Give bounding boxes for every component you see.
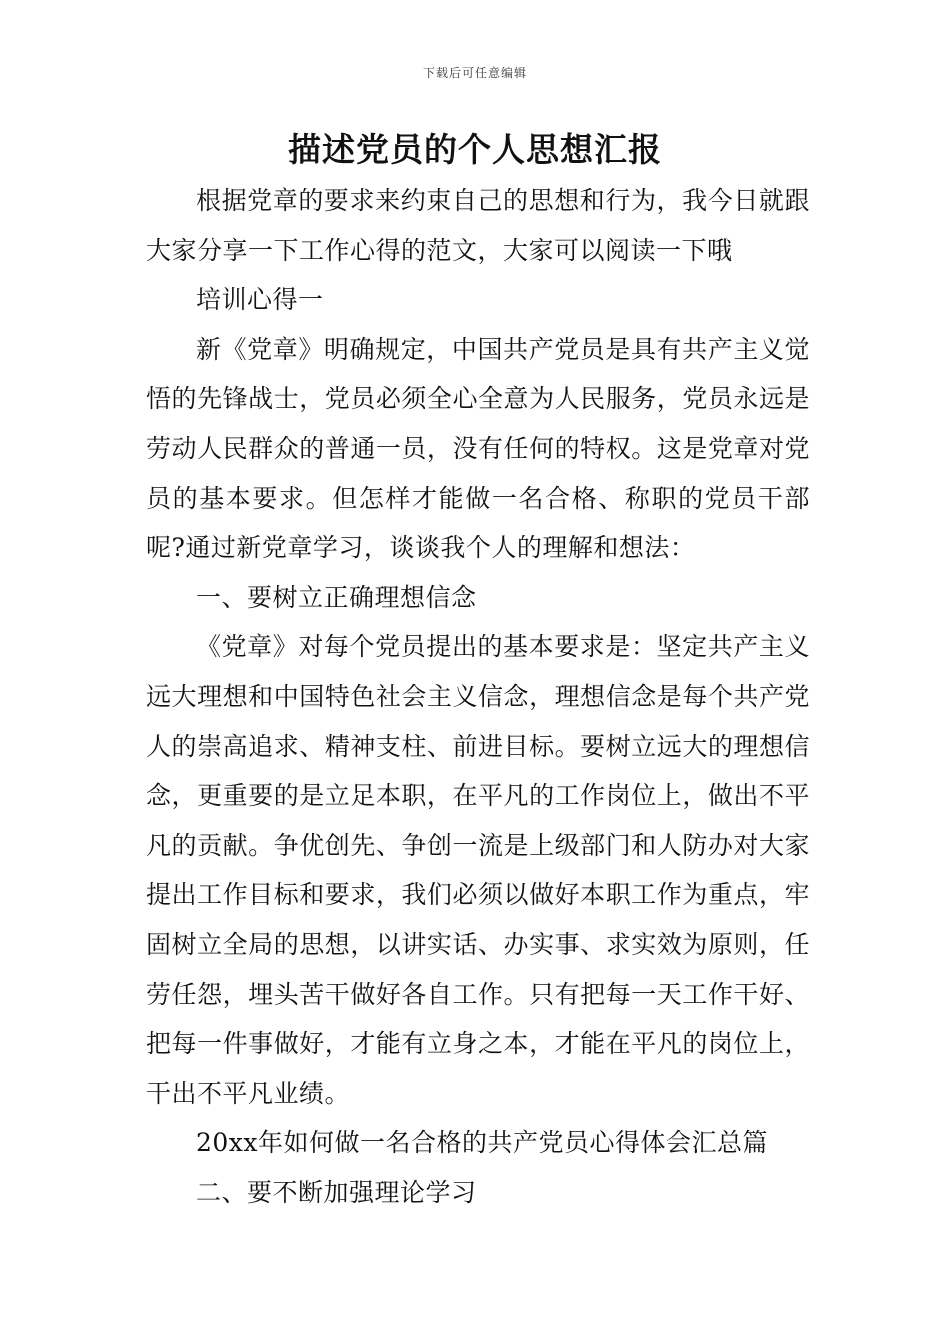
section-heading: 一、要树立正确理想信念 [196, 582, 477, 612]
document-title: 描述党员的个人思想汇报 [288, 130, 662, 169]
intro-paragraph: 根据党章的要求来约束自己的思想和行为，我今日就跟大家分享一下工作心得的范文，大家可以阅读一下哦 [146, 186, 810, 265]
body-paragraph: 新《党章》明确规定，中国共产党员是具有共产主义觉悟的先锋战士，党员必须全心全意为人民服务，党员永远是劳动人民群众的普通一员，没有任何的特权。这是党章对党员的基本要求。但怎样才能做一名合格、称职的党员干部呢?通过新党章学习，谈谈我个人的理解和想法： [146, 334, 810, 563]
section-heading: 二、要不断加强理论学习 [196, 1177, 477, 1207]
section-heading: 培训心得一 [196, 285, 324, 315]
inserted-heading: 20xx年如何做一名合格的共产党员心得体会汇总篇 [196, 1128, 769, 1158]
header-note: 下载后可任意编辑 [422, 66, 527, 80]
body-paragraph: 《党章》对每个党员提出的基本要求是：坚定共产主义远大理想和中国特色社会主义信念，理想信念是每个共产党人的崇高追求、精神支柱、前进目标。要树立远大的理想信念，更重要的是立足本职，在平凡的工作岗位上，做出不平凡的贡献。争优创先、争创一流是上级部门和人防办对大家提出工作目标和要求，我们必须以做好本职工作为重点，牢固树立全局的思想，以讲实话、办实事、求实效为原则，任劳任怨，埋头苦干做好各自工作。只有把每一天工作干好、把每一件事做好，才能有立身之本，才能在平凡的岗位上，干出不平凡业绩。 [146, 632, 810, 1108]
document-body [146, 176, 810, 1217]
